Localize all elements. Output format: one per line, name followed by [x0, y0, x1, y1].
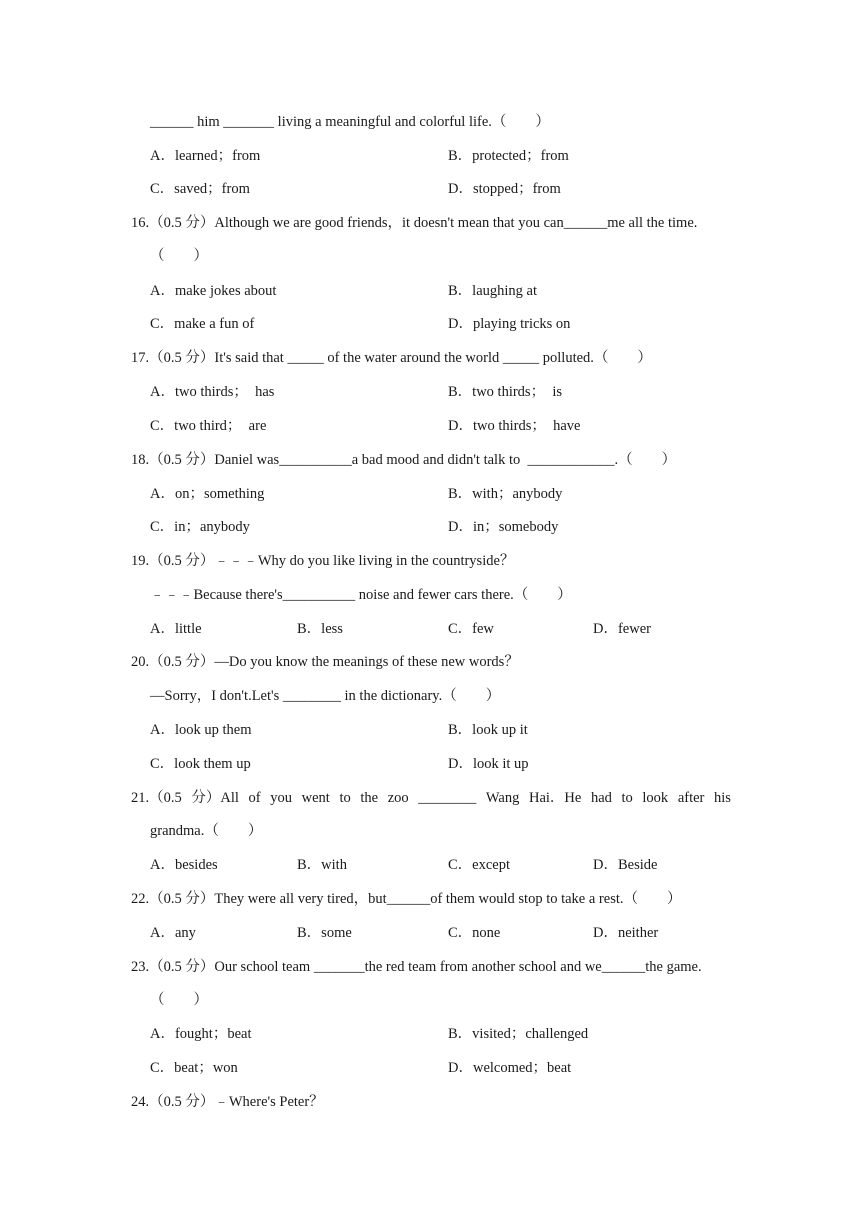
question-stem: 18.（0.5 分）Daniel was__________a bad mood and didn't talk to ____________.（ ） — [131, 452, 677, 468]
answer-option: A．any — [150, 925, 196, 941]
answer-option: D．look it up — [448, 756, 529, 772]
answer-option: B．visited；challenged — [448, 1026, 589, 1042]
answer-option: D．Beside — [593, 857, 658, 873]
question-21-word: you — [270, 790, 292, 806]
question-stem: 17.（0.5 分）It's said that _____ of the water around the world _____ polluted.（ ） — [131, 350, 652, 366]
answer-option: A．besides — [150, 857, 218, 873]
question-21-word: Wang — [485, 790, 520, 806]
answer-option: A．on；something — [150, 486, 265, 502]
answer-option: B．with；anybody — [448, 486, 563, 502]
answer-option: C．two third； are — [150, 418, 267, 434]
answer-option: D．welcomed；beat — [448, 1060, 572, 1076]
answer-option: B．look up it — [448, 722, 528, 738]
question-21-word: had — [590, 790, 612, 806]
question-continuation: （ ） — [150, 992, 208, 1008]
question-21-word: went — [301, 790, 330, 806]
answer-option: A．make jokes about — [150, 283, 277, 299]
answer-option: A．fought；beat — [150, 1026, 252, 1042]
answer-option: C．few — [448, 621, 494, 637]
answer-option: D．fewer — [593, 621, 651, 637]
question-stem: 23.（0.5 分）Our school team _______the red team from another school and we______the game. — [131, 959, 702, 975]
answer-option: A．two thirds； has — [150, 384, 275, 400]
question-continuation: ______ him _______ living a meaningful and colorful life.（ ） — [150, 114, 550, 130]
question-continuation: —Sorry，I don't.Let's ________ in the dictionary.（ ） — [150, 688, 501, 704]
answer-option: A．learned；from — [150, 148, 261, 164]
answer-option: A．look up them — [150, 722, 252, 738]
answer-option: D．stopped；from — [448, 181, 561, 197]
answer-option: D．in；somebody — [448, 519, 559, 535]
answer-option: B．less — [297, 621, 343, 637]
answer-option: C．beat；won — [150, 1060, 238, 1076]
answer-option: C．in；anybody — [150, 519, 250, 535]
answer-option: D．neither — [593, 925, 659, 941]
question-continuation: grandma.（ ） — [150, 823, 263, 839]
answer-option: C．make a fun of — [150, 316, 255, 332]
answer-option: D．two thirds； have — [448, 418, 581, 434]
answer-option: A．little — [150, 621, 202, 637]
question-21-word: Hai．He — [528, 790, 582, 806]
question-21-word: ________ — [418, 790, 477, 806]
question-21-word: 21.（0.5 — [131, 790, 182, 806]
answer-option: C．except — [448, 857, 511, 873]
answer-option: C．look them up — [150, 756, 251, 772]
question-21-word: after — [677, 790, 705, 806]
question-stem: 16.（0.5 分）Although we are good friends，it doesn't mean that you can______me all the time. — [131, 215, 698, 231]
question-21-word: his — [714, 790, 731, 806]
question-continuation: ﹣﹣﹣Because there's__________ noise and fewer cars there.（ ） — [150, 587, 572, 603]
answer-option: B．two thirds； is — [448, 384, 562, 400]
question-21-word: look — [642, 790, 669, 806]
answer-option: D．playing tricks on — [448, 316, 571, 332]
question-21-word: the — [360, 790, 379, 806]
question-stem: 24.（0.5 分）﹣Where's Peter？ — [131, 1094, 324, 1110]
question-21-stem — [131, 788, 731, 808]
question-stem: 20.（0.5 分）—Do you know the meanings of these new words？ — [131, 654, 519, 670]
answer-option: B．some — [297, 925, 352, 941]
question-21-word: to — [339, 790, 351, 806]
answer-option: B．laughing at — [448, 283, 538, 299]
answer-option: B．with — [297, 857, 347, 873]
question-21-word: to — [621, 790, 633, 806]
question-21-word: zoo — [387, 790, 409, 806]
question-21-word: 分）All — [191, 790, 239, 806]
question-continuation: （ ） — [150, 248, 208, 264]
question-stem: 22.（0.5 分）They were all very tired，but______of them would stop to take a rest.（ ） — [131, 891, 682, 907]
answer-option: C．saved；from — [150, 181, 250, 197]
question-21-word: of — [248, 790, 261, 806]
answer-option: C．none — [448, 925, 501, 941]
answer-option: B．protected；from — [448, 148, 569, 164]
question-stem: 19.（0.5 分）﹣﹣﹣Why do you like living in the countryside？ — [131, 553, 515, 569]
